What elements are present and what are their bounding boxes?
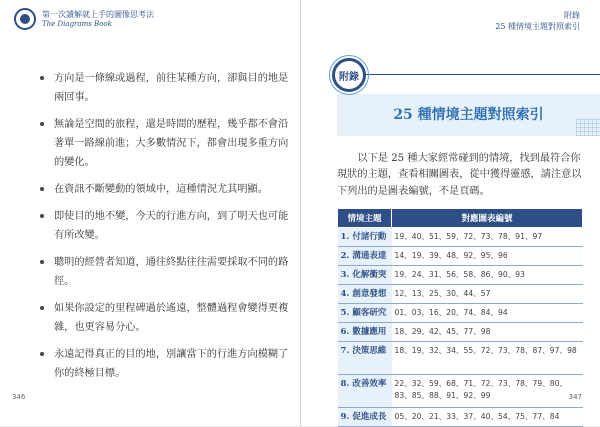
running-header-chapter: 25 種情境主題對照索引 bbox=[495, 22, 580, 31]
appendix-title: 25 種情境主題對照索引 bbox=[393, 107, 544, 123]
running-header-section: 附錄 bbox=[564, 11, 580, 20]
table-row bbox=[338, 375, 583, 408]
topic-cell: 2. 溝通表達 bbox=[338, 247, 392, 266]
numbers-cell: 14、19、39、48、92、95、96 bbox=[392, 247, 583, 266]
numbers-cell: 18、19、32、34、55、72、73、78、87、97、98 bbox=[392, 342, 583, 375]
table-row bbox=[338, 304, 583, 323]
topic-cell: 5. 顧客研究 bbox=[338, 304, 392, 323]
table-row bbox=[338, 228, 583, 247]
bullet-item: 即使目的地不變，今天的行進方向，到了明天也可能有所改變。 bbox=[40, 207, 290, 245]
index-table bbox=[337, 208, 583, 427]
running-header-subtitle: The Diagrams Book bbox=[42, 20, 112, 28]
right-page bbox=[301, 0, 600, 426]
page-number-right: 347 bbox=[568, 393, 582, 401]
numbers-cell: 22、32、59、68、71、72、73、78、79、80、83、85、88、91、92、99 bbox=[392, 375, 583, 408]
title-banner bbox=[337, 94, 600, 136]
topic-cell: 3. 化解衝突 bbox=[338, 266, 392, 285]
table-row bbox=[338, 323, 583, 342]
column-header-topic: 情境主題 bbox=[338, 209, 392, 228]
topic-cell: 8. 改善效率 bbox=[338, 375, 392, 408]
table-row bbox=[338, 247, 583, 266]
bullet-item: 永遠記得真正的目的地，別讓當下的行進方向模糊了你的終極目標。 bbox=[40, 345, 290, 383]
bullet-dot-icon bbox=[40, 214, 44, 218]
grid-pattern-icon bbox=[576, 118, 600, 136]
topic-cell: 1. 付諸行動 bbox=[338, 228, 392, 247]
bullet-dot-icon bbox=[40, 76, 44, 80]
topic-cell: 7. 決策思維 bbox=[338, 342, 392, 375]
table-row bbox=[338, 408, 583, 427]
bullet-dot-icon bbox=[40, 122, 44, 126]
column-header-numbers: 對應圖表編號 bbox=[392, 209, 583, 228]
numbers-cell: 19、24、31、56、58、86、90、93 bbox=[392, 266, 583, 285]
appendix-badge: 附錄 bbox=[332, 58, 366, 92]
book-seal-icon bbox=[14, 8, 36, 30]
table-row bbox=[338, 266, 583, 285]
numbers-cell: 12、13、25、30、44、57 bbox=[392, 285, 583, 304]
bullet-dot-icon bbox=[40, 260, 44, 264]
page-number-left: 346 bbox=[12, 393, 26, 401]
topic-cell: 9. 促進成長 bbox=[338, 408, 392, 427]
bullet-item: 在資訊不斷變動的領域中，這種情況尤其明顯。 bbox=[40, 180, 290, 199]
bullet-dot-icon bbox=[40, 306, 44, 310]
numbers-cell: 05、20、21、33、37、40、54、75、77、84 bbox=[392, 408, 583, 427]
intro-paragraph: 以下是 25 種大家經常碰到的情境，找到最符合你現狀的主題，查看相關圖表，從中獲得靈感，請注意以下列出的是圖表編號，不是頁碼。 bbox=[337, 153, 582, 197]
topic-cell: 6. 數據應用 bbox=[338, 323, 392, 342]
bullet-item: 如果你設定的里程碑過於遙遠，整體過程會變得更複雜，也更容易分心。 bbox=[40, 299, 290, 337]
numbers-cell: 19、40、51、59、72、73、78、91、97 bbox=[392, 228, 583, 247]
topic-cell: 4. 創意發想 bbox=[338, 285, 392, 304]
running-header-title: 第一次讀解就上手的圖像思考法 bbox=[42, 10, 154, 19]
bullet-item: 聰明的經營者知道，通往終點往往需要採取不同的路徑。 bbox=[40, 253, 290, 291]
table-row bbox=[338, 285, 583, 304]
numbers-cell: 18、29、42、45、77、98 bbox=[392, 323, 583, 342]
bullet-dot-icon bbox=[40, 187, 44, 191]
numbers-cell: 01、03、16、20、74、84、94 bbox=[392, 304, 583, 323]
bullet-item: 無論是空間的旅程，還是時間的歷程，幾乎都不會沿著單一路線前進；大多數情況下，都會出現多重方向的變化。 bbox=[40, 115, 290, 172]
header-rule bbox=[365, 74, 600, 75]
bullet-item: 方向是一條線或過程，前往某種方向，卻與目的地是兩回事。 bbox=[40, 69, 290, 107]
bullet-dot-icon bbox=[40, 352, 44, 356]
table-header-row bbox=[338, 209, 583, 228]
table-row bbox=[338, 342, 583, 375]
bullet-list bbox=[40, 69, 290, 391]
